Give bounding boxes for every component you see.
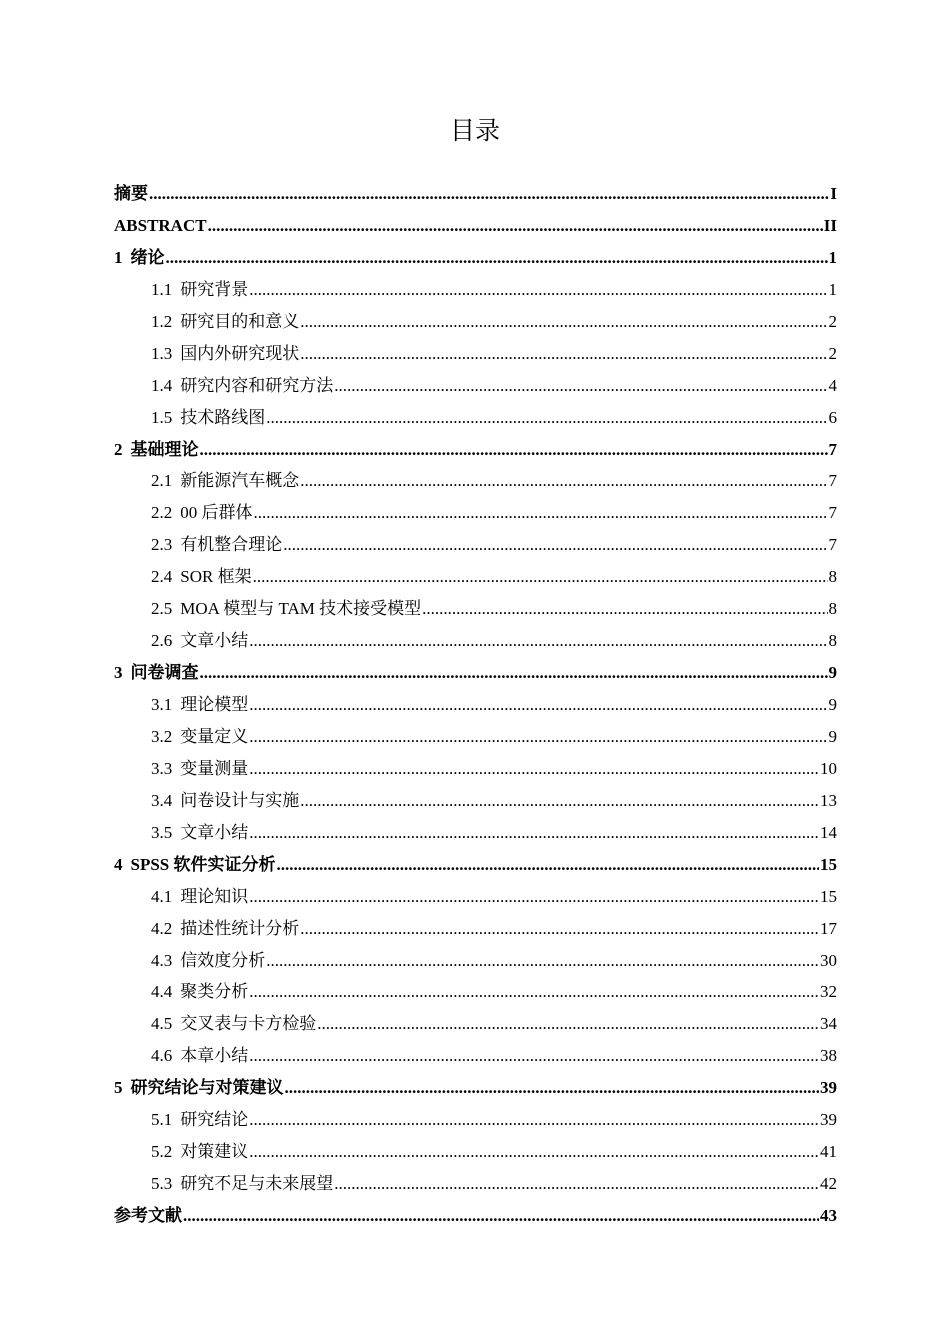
dot-leader [334, 1168, 819, 1200]
toc-entry-title: 技术路线图 [180, 407, 266, 427]
dot-leader [249, 274, 827, 306]
toc-entry-number: 2.6 [151, 631, 173, 651]
dot-leader [285, 1072, 820, 1104]
toc-entry-page-number: 8 [828, 567, 837, 587]
toc-entry[interactable] [114, 657, 837, 689]
toc-entry[interactable] [114, 625, 837, 657]
toc-entry[interactable] [114, 1136, 837, 1168]
toc-entry-number: 4.4 [151, 982, 173, 1002]
dot-leader [277, 849, 820, 881]
toc-entry[interactable] [114, 370, 837, 402]
dot-leader [200, 657, 828, 689]
toc-entry[interactable] [114, 881, 837, 913]
toc-entry-page-number: 1 [828, 247, 837, 267]
toc-entry-title: 描述性统计分析 [180, 918, 300, 938]
dot-leader [249, 881, 819, 913]
toc-entry[interactable] [114, 1200, 837, 1232]
toc-entry-title: 文章小结 [180, 822, 249, 842]
toc-entry-page-number: 13 [820, 790, 837, 810]
toc-entry-page-number: 4 [828, 375, 837, 395]
toc-entry[interactable] [114, 849, 837, 881]
toc-entry-number: 3 [114, 663, 123, 683]
toc-entry-page-number: 17 [820, 918, 837, 938]
toc-entry-page-number: 39 [820, 1078, 837, 1098]
toc-entry-number: 2.1 [151, 471, 173, 491]
toc-entry-page-number: 1 [828, 279, 837, 299]
toc-entry-page-number: 15 [820, 854, 837, 874]
dot-leader [266, 402, 827, 434]
toc-entry-page-number: 14 [820, 822, 837, 842]
toc-entry-number: 4.5 [151, 1014, 173, 1034]
toc-entry-page-number: 7 [828, 471, 837, 491]
toc-entry-page-number: 10 [820, 758, 837, 778]
toc-entry[interactable] [114, 210, 837, 242]
toc-entry-title: 参考文献 [114, 1206, 182, 1225]
toc-entry-number: 1.5 [151, 407, 173, 427]
toc-entry-page-number: 39 [820, 1110, 837, 1130]
toc-entry-title: 研究内容和研究方法 [180, 375, 334, 395]
dot-leader [249, 976, 819, 1008]
toc-entry-page-number: 9 [828, 663, 837, 683]
toc-entry-page-number: 2 [828, 343, 837, 363]
toc-entry-number: 5.1 [151, 1110, 173, 1130]
dot-leader [183, 1200, 819, 1232]
toc-entry-title: 研究背景 [180, 279, 249, 299]
dot-leader [249, 689, 827, 721]
toc-entry-number: 1.2 [151, 311, 173, 331]
toc-entry[interactable] [114, 1104, 837, 1136]
toc-entry-number: 3.2 [151, 726, 173, 746]
dot-leader [266, 945, 819, 977]
dot-leader [249, 625, 827, 657]
toc-entry[interactable] [114, 178, 837, 210]
toc-entry-page-number: 7 [828, 439, 837, 459]
toc-entry-number: 3.1 [151, 695, 173, 714]
toc-entry-number: 3.4 [151, 790, 173, 810]
toc-title: 目录 [449, 116, 500, 145]
toc-entry[interactable] [114, 306, 837, 338]
toc-entry[interactable] [114, 976, 837, 1008]
toc-entry[interactable] [114, 913, 837, 945]
toc-entry-page-number: 9 [828, 695, 837, 714]
toc-entry-number: 1 [114, 247, 123, 267]
toc-entry-number: 3.3 [151, 758, 173, 778]
dot-leader [249, 1136, 819, 1168]
toc-entry[interactable] [114, 785, 837, 817]
toc-entry[interactable] [114, 689, 837, 721]
toc-entry-page-number: 8 [828, 599, 837, 619]
toc-entry-number: 5.3 [151, 1174, 173, 1194]
toc-entry-page-number: 8 [828, 631, 837, 651]
toc-entry-number: 2.4 [151, 567, 173, 587]
toc-entry[interactable] [114, 338, 837, 370]
toc-entry-title: 研究结论 [180, 1110, 249, 1130]
toc-entry[interactable] [114, 465, 837, 497]
toc-entry[interactable] [114, 721, 837, 753]
dot-leader [300, 785, 819, 817]
toc-entry-page-number: 7 [828, 535, 837, 555]
toc-entry-title: 聚类分析 [180, 982, 249, 1002]
toc-entry[interactable] [114, 1168, 837, 1200]
toc-entry-title: 本章小结 [180, 1046, 249, 1066]
toc-entry-page-number: 30 [820, 950, 837, 970]
dot-leader [300, 465, 827, 497]
toc-entry-number: 2 [114, 439, 123, 459]
toc-entry-number: 2.3 [151, 535, 173, 555]
toc-entry[interactable] [114, 817, 837, 849]
toc-entry-title: 理论模型 [180, 695, 249, 714]
dot-leader [300, 338, 827, 370]
toc-entry-page-number: 43 [820, 1206, 837, 1225]
dot-leader [249, 817, 819, 849]
toc-entry-title: 国内外研究现状 [180, 343, 300, 363]
toc-entry-number: 4.1 [151, 886, 173, 906]
toc-entry[interactable] [114, 1008, 837, 1040]
toc-entry-title: SOR 框架 [180, 567, 252, 587]
toc-entry-page-number: 9 [828, 726, 837, 746]
toc-entry-title: 00 后群体 [180, 503, 253, 523]
toc-entry-number: 2.5 [151, 599, 173, 619]
toc-entry-title: 文章小结 [180, 631, 249, 651]
toc-entry-title: 研究结论与对策建议 [130, 1078, 284, 1098]
toc-entry-number: 5.2 [151, 1142, 173, 1162]
toc-entry[interactable] [114, 434, 837, 466]
dot-leader [249, 721, 827, 753]
toc-entry[interactable] [114, 1040, 837, 1072]
toc-entry-title: 摘要 [114, 184, 148, 203]
toc-entry-title: MOA 模型与 TAM 技术接受模型 [180, 599, 422, 619]
dot-leader [249, 1104, 819, 1136]
toc-entry-page-number: 42 [820, 1174, 837, 1194]
dot-leader [300, 913, 819, 945]
toc-list [114, 178, 837, 1232]
toc-entry-page-number: 41 [820, 1142, 837, 1162]
toc-entry-number: 4 [114, 854, 123, 874]
toc-entry[interactable] [114, 497, 837, 529]
toc-entry-title: 理论知识 [180, 886, 249, 906]
toc-entry-title: 基础理论 [130, 439, 199, 459]
toc-entry-page-number: 2 [828, 311, 837, 331]
toc-entry-number: 4.2 [151, 918, 173, 938]
toc-entry[interactable] [114, 593, 837, 625]
toc-entry-page-number: 38 [820, 1046, 837, 1066]
toc-entry-page-number: 6 [828, 407, 837, 427]
toc-entry[interactable] [114, 274, 837, 306]
toc-entry-number: 1.1 [151, 279, 173, 299]
toc-entry-number: 2.2 [151, 503, 173, 523]
toc-entry[interactable] [114, 242, 837, 274]
dot-leader [254, 497, 828, 529]
toc-entry-number: 4.3 [151, 950, 173, 970]
toc-entry-title: 新能源汽车概念 [180, 471, 300, 491]
toc-entry[interactable] [114, 945, 837, 977]
toc-entry-title: 变量测量 [180, 758, 249, 778]
toc-entry-number: 3.5 [151, 822, 173, 842]
toc-entry[interactable] [114, 529, 837, 561]
dot-leader [149, 178, 829, 210]
toc-entry-title: 研究目的和意义 [180, 311, 300, 331]
dot-leader [249, 1040, 819, 1072]
toc-entry-title: 变量定义 [180, 726, 249, 746]
toc-entry-title: 研究不足与未来展望 [180, 1174, 334, 1194]
dot-leader [422, 593, 827, 625]
dot-leader [249, 753, 819, 785]
toc-entry-title: 对策建议 [180, 1142, 249, 1162]
dot-leader [200, 434, 828, 466]
toc-entry-number: 4.6 [151, 1046, 173, 1066]
toc-entry-page-number: 7 [828, 503, 837, 523]
dot-leader [317, 1008, 819, 1040]
toc-entry-page-number: 32 [820, 982, 837, 1002]
toc-entry-title: 绪论 [130, 247, 165, 267]
dot-leader [208, 210, 823, 242]
toc-entry-title: SPSS 软件实证分析 [130, 854, 276, 874]
toc-entry-number: 1.4 [151, 375, 173, 395]
dot-leader [283, 529, 827, 561]
toc-entry-number: 1.3 [151, 343, 173, 363]
toc-entry-title: ABSTRACT [114, 215, 207, 235]
toc-entry-number: 5 [114, 1078, 123, 1098]
toc-entry-page-number: I [830, 184, 837, 203]
dot-leader [334, 370, 827, 402]
dot-leader [166, 242, 828, 274]
toc-entry-page-number: II [823, 215, 837, 235]
toc-entry[interactable] [114, 1072, 837, 1104]
toc-entry[interactable] [114, 402, 837, 434]
toc-entry-page-number: 15 [820, 886, 837, 906]
toc-entry[interactable] [114, 561, 837, 593]
dot-leader [300, 306, 827, 338]
toc-entry-title: 交叉表与卡方检验 [180, 1014, 317, 1034]
toc-entry-title: 有机整合理论 [180, 535, 283, 555]
toc-entry[interactable] [114, 753, 837, 785]
toc-entry-title: 信效度分析 [180, 950, 266, 970]
toc-entry-page-number: 34 [820, 1014, 837, 1034]
toc-entry-title: 问卷设计与实施 [180, 790, 300, 810]
dot-leader [253, 561, 828, 593]
toc-entry-title: 问卷调查 [130, 663, 199, 683]
